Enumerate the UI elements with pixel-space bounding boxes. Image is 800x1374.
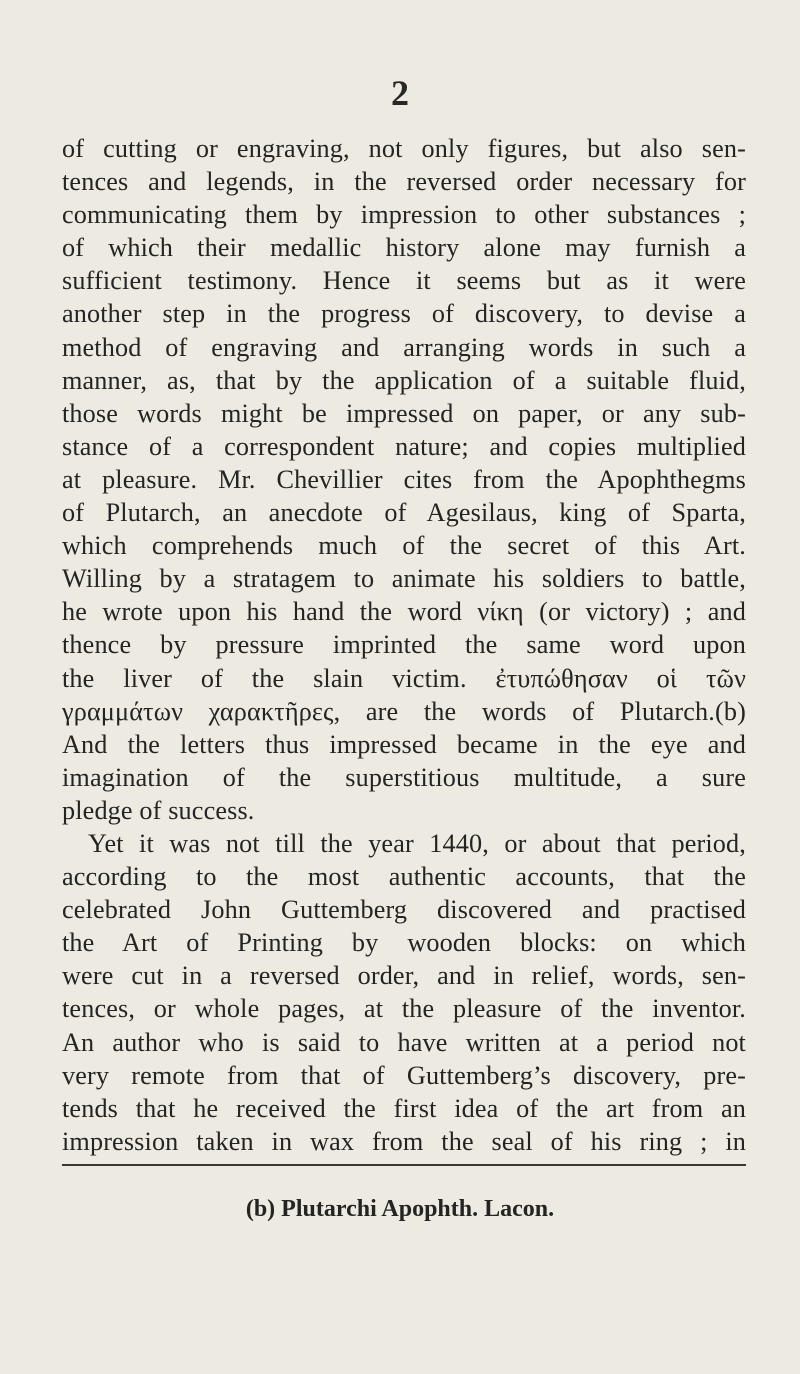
text-line: γραμμάτων χαρακτῆρες, are the words of Plutarch.(b) <box>62 696 746 726</box>
text-line: thence by pressure imprinted the same word upon <box>62 630 746 660</box>
text-line: the liver of the slain victim. ἐτυπώθησαν οἱ τῶν <box>62 663 746 693</box>
text-line: of which their medallic history alone may furnish a <box>62 233 746 263</box>
text-line: tences, or whole pages, at the pleasure of the inventor. <box>62 994 746 1024</box>
text-line: Yet it was not till the year 1440, or about that period, <box>88 828 746 858</box>
text-line: impression taken in wax from the seal of his ring ; in <box>62 1126 746 1156</box>
footnote-rule <box>62 1164 746 1166</box>
text-line: another step in the progress of discovery, to devise a <box>62 299 746 329</box>
text-line: And the letters thus impressed became in the eye and <box>62 729 746 759</box>
text-line: he wrote upon his hand the word νίκη (or victory) ; and <box>62 597 746 627</box>
text-line: tences and legends, in the reversed order necessary for <box>62 167 746 197</box>
text-line: the Art of Printing by wooden blocks: on which <box>62 928 746 958</box>
body-text <box>62 132 746 1158</box>
text-line: stance of a correspondent nature; and copies multiplied <box>62 431 746 461</box>
text-line: pledge of success. <box>62 795 255 825</box>
text-line: celebrated John Guttemberg discovered and practised <box>62 895 746 925</box>
text-line: sufficient testimony. Hence it seems but as it were <box>62 266 746 296</box>
text-line: of cutting or engraving, not only figures, but also sen- <box>62 134 746 163</box>
page-number: 2 <box>391 73 409 113</box>
text-line: were cut in a reversed order, and in relief, words, sen- <box>62 961 746 991</box>
text-line: at pleasure. Mr. Chevillier cites from the Apophthegms <box>62 464 746 494</box>
text-line: according to the most authentic accounts, that the <box>62 862 746 892</box>
footnote: (b) Plutarchi Apophth. Lacon. <box>245 1196 555 1222</box>
text-line: which comprehends much of the secret of this Art. <box>62 531 746 561</box>
text-line: tends that he received the first idea of the art from an <box>62 1093 746 1123</box>
text-line: manner, as, that by the application of a suitable fluid, <box>62 365 746 395</box>
text-line: communicating them by impression to other substances ; <box>62 200 746 230</box>
text-line: very remote from that of Guttemberg’s discovery, pre- <box>62 1060 746 1090</box>
text-line: An author who is said to have written at a period not <box>62 1027 746 1057</box>
text-line: of Plutarch, an anecdote of Agesilaus, king of Sparta, <box>62 498 746 528</box>
text-line: Willing by a stratagem to animate his soldiers to battle, <box>62 564 746 594</box>
text-line: method of engraving and arranging words in such a <box>62 332 746 362</box>
text-line: imagination of the superstitious multitude, a sure <box>62 762 746 792</box>
text-line: those words might be impressed on paper, or any sub- <box>62 398 746 428</box>
